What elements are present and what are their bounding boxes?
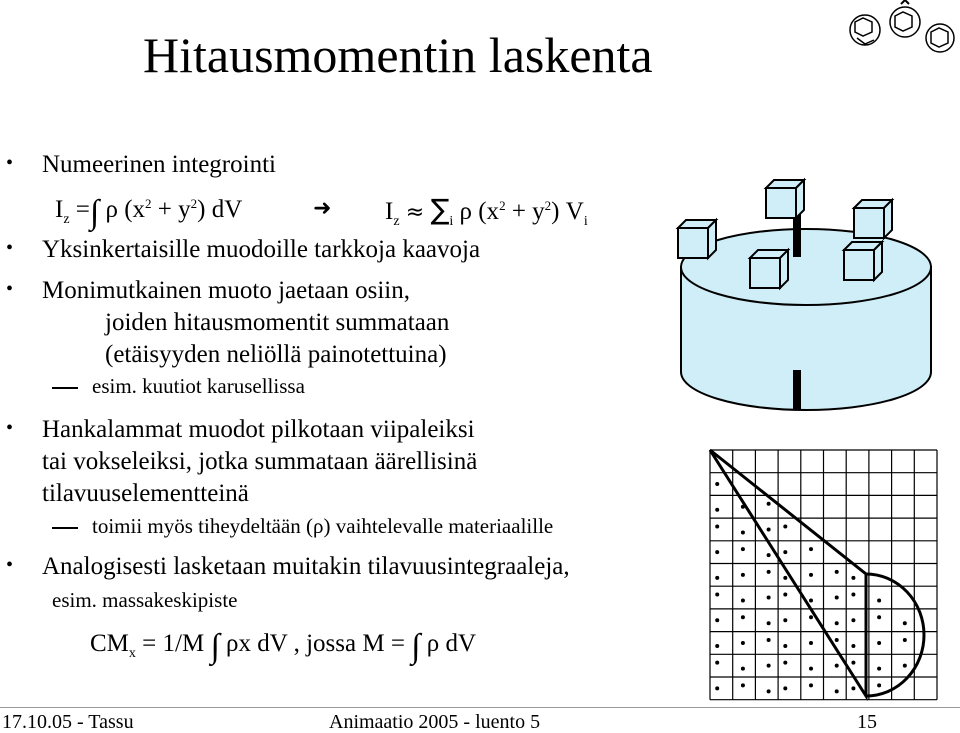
grid-dot — [767, 689, 771, 693]
grid-dot — [715, 618, 719, 622]
arrow-icon: ➜ — [313, 196, 332, 221]
grid-dot — [715, 524, 719, 528]
grid-dot — [877, 683, 881, 687]
grid-dot — [851, 618, 855, 622]
grid-dot — [835, 570, 839, 574]
grid-dot — [767, 502, 771, 506]
bullet-dot: • — [6, 554, 14, 576]
grid-dot — [851, 593, 855, 597]
bullet-dot: • — [6, 417, 14, 439]
grid-dot — [835, 596, 839, 600]
grid-dot — [809, 599, 813, 603]
grid-dot — [715, 644, 719, 648]
grid-dot — [767, 596, 771, 600]
grid-dot — [767, 638, 771, 642]
bullet-dot: • — [6, 237, 14, 259]
grid-dot — [809, 573, 813, 577]
grid-dot — [783, 593, 787, 597]
grid-dot — [767, 553, 771, 557]
continuation-line: (etäisyyden neliöllä painotettuina) — [105, 341, 447, 368]
grid-dot — [851, 644, 855, 648]
grid-dot — [741, 547, 745, 551]
grid-dot — [851, 576, 855, 580]
grid-dot — [715, 482, 719, 486]
grid-dot — [877, 641, 881, 645]
bullet-yksinkertaisille: Yksinkertaisille muodoille tarkkoja kaavoja — [42, 236, 481, 263]
molecule-logo — [845, 0, 955, 60]
grid-dot — [741, 599, 745, 603]
grid-dot — [877, 615, 881, 619]
grid-dot — [851, 661, 855, 665]
bullet-dot: • — [6, 278, 14, 300]
grid-dot — [783, 576, 787, 580]
formula-integral: $I_z$ =∫ ρ $(x^2 + y^2)$ dV — [55, 194, 243, 231]
subbullet-kuutiot: esim. kuutiot karusellissa — [92, 374, 305, 398]
footer-divider — [0, 707, 960, 708]
grid-dot — [903, 621, 907, 625]
grid-dot — [835, 621, 839, 625]
grid-dot — [741, 641, 745, 645]
grid-dot — [783, 644, 787, 648]
grid-dot — [809, 667, 813, 671]
grid-dot — [715, 508, 719, 512]
formula-sum: $I_z \approx \sum_i$ ρ $(x^2 + y^2)$ $V_i$ — [385, 193, 588, 229]
grid-dot — [783, 618, 787, 622]
grid-dot — [767, 621, 771, 625]
grid-dot — [809, 683, 813, 687]
grid-dot — [835, 664, 839, 668]
subbullet-dash — [52, 527, 78, 529]
continuation-line: joiden hitausmomentit summataan — [105, 309, 450, 336]
grid-dot — [877, 667, 881, 671]
grid-dot — [783, 524, 787, 528]
grid-dot — [809, 641, 813, 645]
grid-dot — [715, 550, 719, 554]
grid-dot — [741, 667, 745, 671]
grid-dot — [767, 570, 771, 574]
grid-dot — [715, 593, 719, 597]
grid-dot — [741, 683, 745, 687]
continuation-line: tilavuuselementteinä — [42, 480, 249, 507]
page-number: 15 — [857, 711, 877, 733]
grid-dot — [783, 661, 787, 665]
grid-dot — [741, 530, 745, 534]
slide-title: Hitausmomentin laskenta — [143, 27, 653, 83]
grid-dot — [783, 550, 787, 554]
grid-dot — [835, 689, 839, 693]
continuation-line: tai vokseleiksi, jotka summataan äärellisinä — [42, 448, 478, 475]
bullet-numeerinen: Numeerinen integrointi — [42, 151, 276, 178]
grid-dot — [767, 664, 771, 668]
bullet-monimutkainen: Monimutkainen muoto jaetaan osiin, — [42, 277, 410, 304]
grid-dot — [903, 664, 907, 668]
grid-dot — [877, 599, 881, 603]
grid-dot — [715, 576, 719, 580]
subbullet-dash — [52, 387, 78, 389]
footer-course: Animaatio 2005 - luento 5 — [329, 711, 541, 733]
grid-dot — [851, 686, 855, 690]
bullet-analogisesti: Analogisesti lasketaan muitakin tilavuusintegraaleja, — [42, 553, 570, 580]
carousel-illustration — [668, 172, 958, 422]
grid-dot — [783, 686, 787, 690]
subbullet-tiheys: toimii myös tiheydeltään (ρ) vaihtelevalle materiaalille — [92, 514, 554, 538]
footer-date-author: 17.10.05 - Tassu — [2, 711, 134, 733]
grid-dot — [767, 527, 771, 531]
continuation-line: esim. massakeskipiste — [52, 588, 238, 612]
grid-dot — [715, 661, 719, 665]
bullet-dot: • — [6, 152, 14, 174]
grid-dot — [809, 547, 813, 551]
grid-dot — [835, 638, 839, 642]
grid-dot — [741, 505, 745, 509]
grid-dot — [903, 638, 907, 642]
grid-dot — [741, 573, 745, 577]
bullet-hankalammat: Hankalammat muodot pilkotaan viipaleiksi — [42, 416, 475, 443]
voxel-grid-illustration — [706, 446, 946, 698]
grid-dot — [809, 615, 813, 619]
formula-cm: $CM_x = 1/M$ ∫ ρx dV , jossa M = ∫ ρ dV — [90, 628, 477, 665]
grid-dot — [715, 686, 719, 690]
grid-dot — [741, 615, 745, 619]
